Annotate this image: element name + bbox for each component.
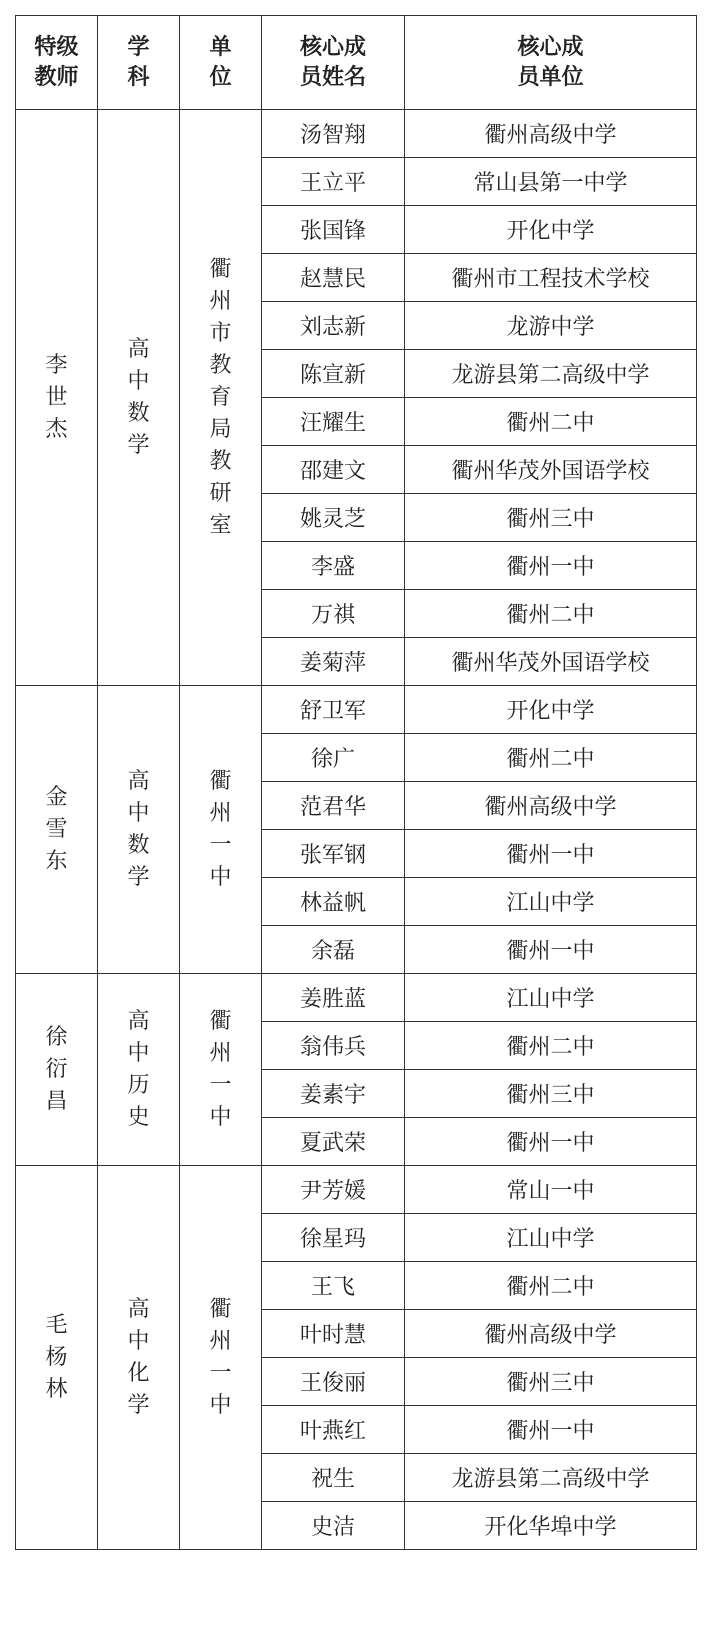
member-name-cell: 王飞 (262, 1262, 405, 1310)
member-name-cell: 徐星玛 (262, 1214, 405, 1262)
member-name-cell: 王立平 (262, 158, 405, 206)
header-row (16, 16, 697, 110)
member-name-cell: 姚灵芝 (262, 494, 405, 542)
member-name-cell: 范君华 (262, 782, 405, 830)
member-name-cell: 舒卫军 (262, 686, 405, 734)
member-table (15, 15, 697, 1550)
member-org-cell: 衢州一中 (405, 542, 697, 590)
teacher-cell: 金 雪 东 (16, 686, 98, 974)
member-org-cell: 衢州一中 (405, 830, 697, 878)
table-row (16, 110, 697, 158)
subject-cell: 高 中 数 学 (98, 110, 180, 686)
table-row (16, 686, 697, 734)
member-name-cell: 祝生 (262, 1454, 405, 1502)
member-org-cell: 江山中学 (405, 974, 697, 1022)
member-org-cell: 衢州二中 (405, 398, 697, 446)
teacher-cell: 毛 杨 林 (16, 1166, 98, 1550)
member-name-cell: 万祺 (262, 590, 405, 638)
header-subject: 学 科 (98, 16, 180, 110)
member-name-cell: 姜胜蓝 (262, 974, 405, 1022)
table-row (16, 974, 697, 1022)
member-org-cell: 衢州华茂外国语学校 (405, 638, 697, 686)
member-org-cell: 衢州二中 (405, 734, 697, 782)
member-org-cell: 衢州二中 (405, 590, 697, 638)
member-org-cell: 衢州一中 (405, 926, 697, 974)
member-org-cell: 开化华埠中学 (405, 1502, 697, 1550)
teacher-cell: 李 世 杰 (16, 110, 98, 686)
member-name-cell: 王俊丽 (262, 1358, 405, 1406)
member-org-cell: 龙游中学 (405, 302, 697, 350)
member-name-cell: 史洁 (262, 1502, 405, 1550)
unit-cell: 衢 州 市 教 育 局 教 研 室 (180, 110, 262, 686)
member-name-cell: 姜素宇 (262, 1070, 405, 1118)
member-org-cell: 开化中学 (405, 686, 697, 734)
header-member-org: 核心成 员单位 (405, 16, 697, 110)
subject-cell: 高 中 化 学 (98, 1166, 180, 1550)
member-org-cell: 常山一中 (405, 1166, 697, 1214)
table-row (16, 1166, 697, 1214)
table-body (16, 110, 697, 1550)
member-org-cell: 衢州二中 (405, 1262, 697, 1310)
teacher-cell: 徐 衍 昌 (16, 974, 98, 1166)
member-name-cell: 赵慧民 (262, 254, 405, 302)
member-org-cell: 衢州高级中学 (405, 782, 697, 830)
member-org-cell: 常山县第一中学 (405, 158, 697, 206)
member-org-cell: 龙游县第二高级中学 (405, 1454, 697, 1502)
unit-cell: 衢 州 一 中 (180, 974, 262, 1166)
member-name-cell: 张国锋 (262, 206, 405, 254)
member-name-cell: 尹芳媛 (262, 1166, 405, 1214)
member-org-cell: 衢州高级中学 (405, 1310, 697, 1358)
unit-cell: 衢 州 一 中 (180, 1166, 262, 1550)
member-org-cell: 衢州华茂外国语学校 (405, 446, 697, 494)
member-org-cell: 衢州二中 (405, 1022, 697, 1070)
header-teacher: 特级 教师 (16, 16, 98, 110)
subject-cell: 高 中 历 史 (98, 974, 180, 1166)
member-name-cell: 汪耀生 (262, 398, 405, 446)
member-name-cell: 翁伟兵 (262, 1022, 405, 1070)
member-org-cell: 衢州一中 (405, 1118, 697, 1166)
member-name-cell: 余磊 (262, 926, 405, 974)
member-org-cell: 衢州三中 (405, 494, 697, 542)
member-name-cell: 姜菊萍 (262, 638, 405, 686)
member-org-cell: 衢州三中 (405, 1070, 697, 1118)
member-org-cell: 衢州三中 (405, 1358, 697, 1406)
header-member-name: 核心成 员姓名 (262, 16, 405, 110)
member-org-cell: 江山中学 (405, 878, 697, 926)
member-org-cell: 龙游县第二高级中学 (405, 350, 697, 398)
member-name-cell: 叶燕红 (262, 1406, 405, 1454)
member-name-cell: 张军钢 (262, 830, 405, 878)
subject-cell: 高 中 数 学 (98, 686, 180, 974)
member-name-cell: 陈宣新 (262, 350, 405, 398)
member-name-cell: 邵建文 (262, 446, 405, 494)
header-unit: 单 位 (180, 16, 262, 110)
member-org-cell: 衢州市工程技术学校 (405, 254, 697, 302)
member-org-cell: 江山中学 (405, 1214, 697, 1262)
member-name-cell: 林益帆 (262, 878, 405, 926)
member-name-cell: 夏武荣 (262, 1118, 405, 1166)
member-name-cell: 汤智翔 (262, 110, 405, 158)
document (15, 15, 697, 1550)
member-org-cell: 衢州高级中学 (405, 110, 697, 158)
unit-cell: 衢 州 一 中 (180, 686, 262, 974)
member-name-cell: 徐广 (262, 734, 405, 782)
member-name-cell: 刘志新 (262, 302, 405, 350)
member-org-cell: 开化中学 (405, 206, 697, 254)
member-org-cell: 衢州一中 (405, 1406, 697, 1454)
member-name-cell: 叶时慧 (262, 1310, 405, 1358)
member-name-cell: 李盛 (262, 542, 405, 590)
